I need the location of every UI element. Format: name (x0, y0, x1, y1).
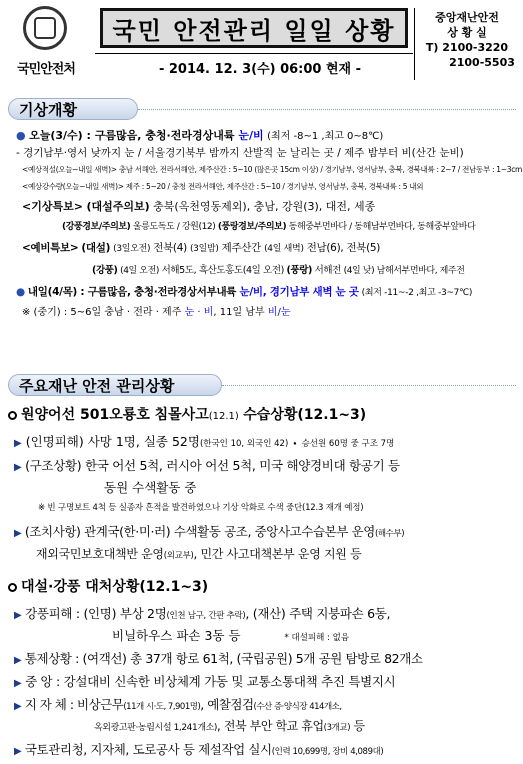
agency-phone-1: T) 2100-3220 (425, 41, 509, 54)
weather-tomorrow: ● 내일(4/목) : 구름많음, 충청·전라경상서부내륙 눈/비, 경기남부 새벽 눈 곳 (최저 -11~-2 ,최고 -3~7℃) (16, 286, 473, 298)
pre-warnings-2: (강풍) (4일 오전) 서해5도, 흑산도홍도(4일 오전) (풍랑) 서해전 (4일 낮) 남해서부먼바다, 제주전 (92, 265, 465, 276)
storm-local-2: 옥외광고판·농림시설 1,241개소), 전북 부안 학교 휴업(3개교) 등 (94, 719, 365, 733)
page-title: 국민 안전관리 일일 상황 (100, 8, 408, 48)
circle-bullet-icon (8, 411, 17, 420)
ship-note: ※ 빈 구명보트 4척 등 실종자 흔적을 발견하였으나 기상 악화로 수색 중단(12.3 재개 예정) (38, 503, 364, 513)
weather-today: ● 오늘(3/수) : 구름많음, 충청·전라경상내륙 눈/비 (최저 -8~1 ,최고 0~8℃) (16, 129, 384, 142)
circle-bullet-icon (8, 583, 17, 592)
government-emblem-icon (23, 6, 67, 50)
divider (138, 109, 516, 110)
triangle-bullet-icon: ▶ (14, 438, 22, 449)
bullet-icon: ● (16, 286, 25, 298)
ship-casualties: ▶ (인명피해) 사망 1명, 실종 52명(한국인 10, 외국인 42) ∙ 승선원 60명 중 구조 7명 (14, 434, 395, 449)
bullet-icon: ● (16, 129, 26, 142)
weather-warnings: <기상특보> (대설주의보) 충북(옥천영동제외), 충남, 강원(3), 대전, 세종 (22, 200, 376, 213)
triangle-bullet-icon: ▶ (14, 655, 22, 666)
triangle-bullet-icon: ▶ (14, 701, 22, 712)
triangle-bullet-icon: ▶ (14, 462, 22, 473)
storm-title: 대설·강풍 대처상황(12.1~3) (8, 576, 208, 596)
divider (222, 385, 516, 386)
rain-forecast: <예상강수량(오늘~내일 새벽)> 제주 : 5~20 / 충청 전라서해안, 제주산간 : 5~10 / 경기남부, 영서남부, 충북, 경북내륙 : 5 내외 (22, 182, 424, 191)
storm-damage-2: 비닐하우스 파손 3동 등 * 대설피해 : 없음 (112, 628, 350, 643)
divider (95, 53, 413, 54)
snow-forecast: <예상적설(오늘~내일 새벽)> 충남 서해안, 전라서해안, 제주산간 : 5~10 (많은곳 15cm 이상) / 경기남부, 영서남부, 충북, 경북내륙 : 2~7 / 전남동부 : 1~3cm (22, 165, 523, 174)
weather-midterm: ※ (중기) : 5~6일 충남 · 전라 · 제주 눈 · 비, 11일 남부 비/눈 (22, 307, 291, 318)
weather-line-2: - 경기남부·영서 낮까지 눈 / 서울경기북부 밤까지 산발적 눈 날리는 곳 / 제주 밤부터 비(산간 눈비) (16, 147, 464, 159)
storm-damage: ▶ 강풍피해 : (인명) 부상 2명(인천 남구, 간판 추락), (재산) 주택 지붕파손 6동, (14, 606, 391, 621)
divider (414, 8, 415, 80)
pre-warnings: <예비특보> (대설) (3일오전) 전북(4) (3일밤) 제주산간 (4일 새벽) 전남(6), 전북(5) (22, 242, 381, 254)
storm-local: ▶ 지 자 체 : 비상근무(11개 시·도, 7,901명), 예찰점검(수산 증·양식장 414개소, (14, 697, 342, 712)
triangle-bullet-icon: ▶ (14, 528, 22, 539)
storm-central: ▶ 중 앙 : 강설대비 신속한 비상체계 가동 및 교통소통대책 추진 특별지시 (14, 674, 396, 689)
ship-actions: ▶ (조치사항) 관계국(한·미·러) 수색활동 공조, 중앙사고수습본부 운영(해수부) (14, 524, 405, 539)
ship-rescue-2: 동원 수색활동 중 (104, 480, 197, 495)
triangle-bullet-icon: ▶ (14, 610, 22, 621)
ship-actions-2: 재외국민보호대책반 운영(외교부), 민간 사고대책본부 운영 지원 등 (36, 547, 362, 561)
storm-snow-removal: ▶ 국토관리청, 지자체, 도로공사 등 제설작업 실시(인력 10,699명, 장비 4,089대) (14, 742, 384, 757)
section-header-weather: 기상개황 (8, 98, 138, 120)
agency-info (418, 10, 516, 70)
ship-rescue: ▶ (구조상황) 한국 어선 5척, 러시아 어선 5척, 미국 해양경비대 항공기 등 (14, 458, 400, 473)
logo-text: 국민안전처 (17, 62, 75, 77)
triangle-bullet-icon: ▶ (14, 678, 22, 689)
triangle-bullet-icon: ▶ (14, 746, 22, 757)
section-header-disaster: 주요재난 안전 관리상황 (8, 374, 222, 396)
weather-warnings-2: (강풍경보/주의보) 울릉도독도 / 강원(12) (풍랑경보/주의보) 동해중부먼바다 / 동해남부먼바다, 동해중부앞바다 (62, 222, 476, 232)
agency-name: 중앙재난안전 (435, 11, 499, 24)
ship-accident-title: 원양어선 501오룡호 침몰사고(12.1) 수습상황(12.1~3) (8, 404, 366, 424)
logo (8, 6, 84, 80)
storm-control: ▶ 통제상황 : (여객선) 총 37개 항로 61척, (국립공원) 5개 공원 탐방로 82개소 (14, 651, 423, 666)
report-date: - 2014. 12. 3(수) 06:00 현재 - (158, 62, 362, 77)
agency-office: 상 황 실 (447, 26, 487, 39)
agency-phone-2: 2100-5503 (449, 56, 515, 69)
